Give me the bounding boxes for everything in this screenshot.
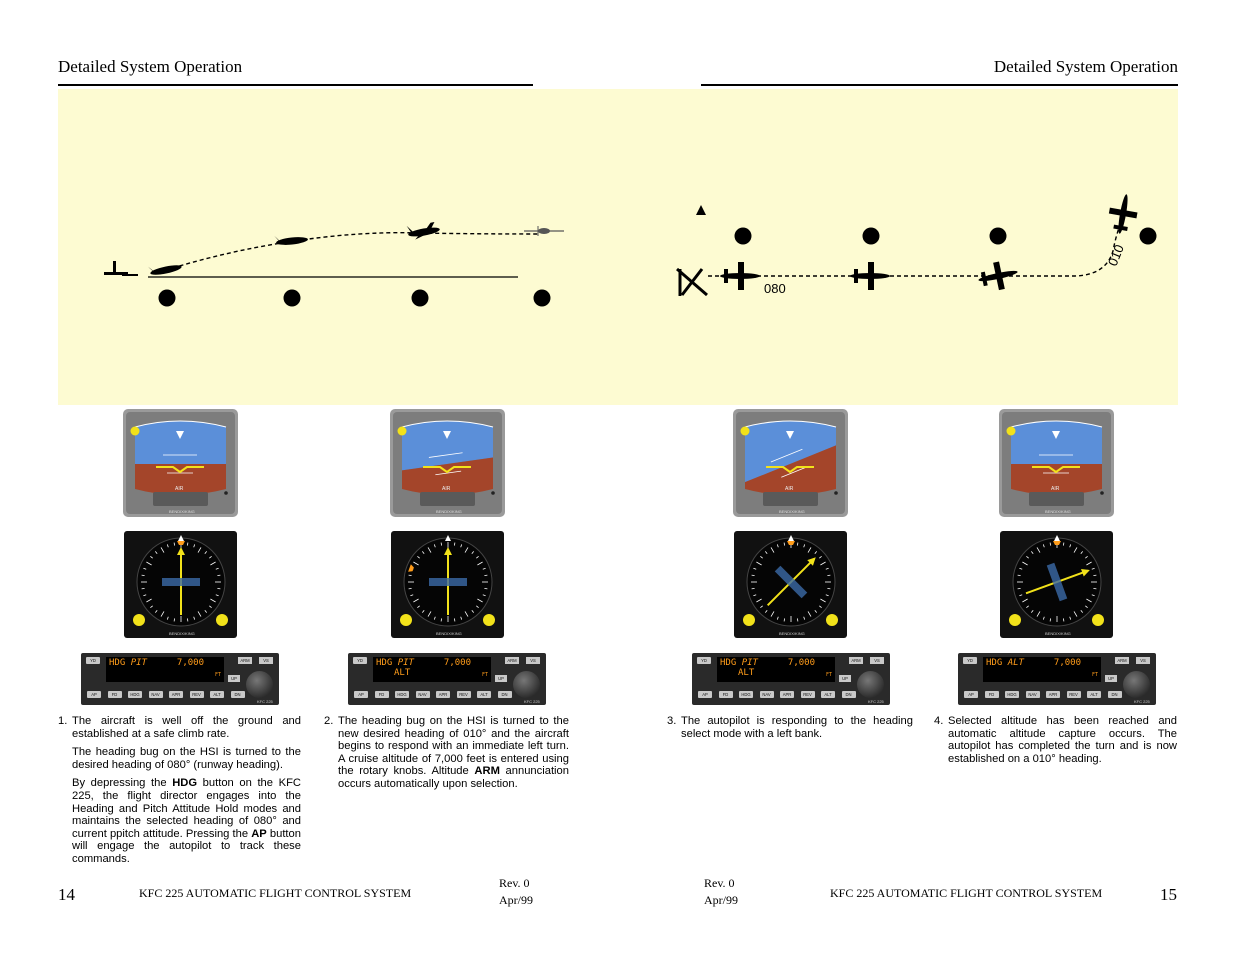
caption-2-para-1: The heading bug on the HSI is turned to the new desired heading of 010° and the aircraft begins to respond with an immediate left turn. A cruise altitude of 7,000 feet is entered using the rotary knobs. Altitude ARM annunciation occurs automatically upon selection. <box>338 715 569 790</box>
caption-1-para-2: The heading bug on the HSI is turned to the desired heading of 080° (runway heading). <box>72 746 301 771</box>
panel-model-label: KFC 225 <box>257 699 273 704</box>
rotary-knob[interactable] <box>857 671 884 698</box>
plane-top-3-icon <box>976 258 1021 294</box>
panel-button-nav[interactable]: NAV <box>416 691 430 698</box>
adi-label: AIR <box>785 486 794 492</box>
footer-title-right: KFC 225 AUTOMATIC FLIGHT CONTROL SYSTEM <box>830 886 1103 900</box>
attitude-indicator-1 <box>123 409 238 522</box>
hsi-brand: BENDIX/KING <box>1045 631 1071 636</box>
panel-button-fd[interactable]: FD <box>719 691 733 698</box>
rotary-knob[interactable] <box>1123 671 1150 698</box>
panel-button-alt[interactable]: ALT <box>1087 691 1101 698</box>
adi-brand: BENDIX/KING <box>1045 509 1071 514</box>
step-marker-2 <box>284 290 301 307</box>
panel-vs-button[interactable]: VS <box>1136 657 1150 664</box>
panel-button-apr[interactable]: APR <box>780 691 794 698</box>
caption-1-para-1: The aircraft is well off the ground and established at a safe climb rate. <box>72 715 301 740</box>
heading-end-label: 010 <box>1104 242 1127 269</box>
panel-button-apr[interactable]: APR <box>1046 691 1060 698</box>
panel-up-button[interactable]: UP <box>1105 675 1117 682</box>
panel-button-alt[interactable]: ALT <box>477 691 491 698</box>
panel-arm-button[interactable]: ARM <box>1115 657 1129 664</box>
panel-button-nav[interactable]: NAV <box>760 691 774 698</box>
caption-1 <box>58 715 301 872</box>
heading-start-label: 080 <box>764 281 786 296</box>
panel-button-rev[interactable]: REV <box>457 691 471 698</box>
caption-4-number: 4. <box>934 715 944 727</box>
attitude-indicator-3 <box>733 409 848 522</box>
attitude-indicator-4 <box>999 409 1114 522</box>
caption-1-para-3: By depressing the HDG button on the KFC 225, the flight director engages into the Heading and Pitch Attitude Hold modes and maintains the selected heading of 080° and current ppitch attitude. Pressing the AP button will engage the autopilot to track these commands. <box>72 777 301 865</box>
adi-label: AIR <box>1051 486 1060 492</box>
adi-brand: BENDIX/KING <box>169 509 195 514</box>
footer-rev-left: Rev. 0 <box>499 876 530 890</box>
rotary-knob[interactable] <box>513 671 540 698</box>
step-marker-r3 <box>990 228 1007 245</box>
panel-yd-button[interactable]: YD <box>963 657 977 664</box>
panel-button-hdg[interactable]: HDG <box>1005 691 1019 698</box>
kfc225-panel-4 <box>958 653 1156 705</box>
caption-3 <box>667 715 913 746</box>
hsi-3 <box>734 531 847 643</box>
panel-button-alt[interactable]: ALT <box>821 691 835 698</box>
panel-button-rev[interactable]: REV <box>190 691 204 698</box>
panel-button-dn[interactable]: DN <box>1108 691 1122 698</box>
adi-label: AIR <box>175 486 184 492</box>
panel-button-alt[interactable]: ALT <box>210 691 224 698</box>
plane-top-2-icon <box>850 262 890 290</box>
panel-yd-button[interactable]: YD <box>697 657 711 664</box>
panel-model-label: KFC 225 <box>868 699 884 704</box>
panel-up-button[interactable]: UP <box>228 675 240 682</box>
hsi-1 <box>124 531 237 643</box>
panel-yd-button[interactable]: YD <box>86 657 100 664</box>
aircraft-2-icon <box>274 232 308 246</box>
hsi-brand: BENDIX/KING <box>436 631 462 636</box>
panel-button-hdg[interactable]: HDG <box>739 691 753 698</box>
rotary-knob[interactable] <box>246 671 273 698</box>
panel-model-label: KFC 225 <box>1134 699 1150 704</box>
caption-1-number: 1. <box>58 715 68 727</box>
header-rule-right <box>701 84 1178 86</box>
step-marker-r2 <box>863 228 880 245</box>
panel-vs-button[interactable]: VS <box>259 657 273 664</box>
hsi-brand: BENDIX/KING <box>169 631 195 636</box>
panel-yd-button[interactable]: YD <box>353 657 367 664</box>
panel-button-apr[interactable]: APR <box>169 691 183 698</box>
panel-button-ap[interactable]: AP <box>698 691 712 698</box>
adi-brand: BENDIX/KING <box>779 509 805 514</box>
panel-display: HDG PIT 7,000 ALT FT <box>373 657 491 682</box>
panel-arm-button[interactable]: ARM <box>849 657 863 664</box>
panel-button-ap[interactable]: AP <box>964 691 978 698</box>
panel-button-dn[interactable]: DN <box>842 691 856 698</box>
panel-button-fd[interactable]: FD <box>985 691 999 698</box>
panel-button-apr[interactable]: APR <box>436 691 450 698</box>
panel-button-nav[interactable]: NAV <box>149 691 163 698</box>
step-marker-r4 <box>1140 228 1157 245</box>
panel-button-dn[interactable]: DN <box>498 691 512 698</box>
kfc225-panel-2 <box>348 653 546 705</box>
caption-4-para-1: Selected altitude has been reached and automatic altitude capture occurs. The autopilot has completed the turn and is now established on a 010° heading. <box>948 715 1177 765</box>
panel-button-fd[interactable]: FD <box>108 691 122 698</box>
step-marker-4 <box>534 290 551 307</box>
aircraft-3-icon <box>407 220 441 240</box>
footer-rev-right: Rev. 0 <box>704 876 735 890</box>
panel-display: HDG PIT 7,000 ALT FT <box>717 657 835 682</box>
panel-button-ap[interactable]: AP <box>354 691 368 698</box>
heading-diagram <box>660 89 1178 405</box>
hsi-2 <box>391 531 504 643</box>
north-arrow-icon <box>696 205 706 215</box>
climb-diagram <box>58 89 618 405</box>
adi-brand: BENDIX/KING <box>436 509 462 514</box>
panel-vs-button[interactable]: VS <box>526 657 540 664</box>
header-right-title: Detailed System Operation <box>993 57 1178 76</box>
panel-display: HDG ALT 7,000 FT <box>983 657 1101 682</box>
plane-top-4-icon <box>1106 192 1141 236</box>
caption-4 <box>934 715 1177 771</box>
plane-top-1-icon <box>720 262 760 290</box>
runway-light-icon <box>104 261 138 276</box>
panel-up-button[interactable]: UP <box>839 675 851 682</box>
footer-date-left: Apr/99 <box>499 893 533 907</box>
step-marker-r1 <box>735 228 752 245</box>
panel-button-hdg[interactable]: HDG <box>395 691 409 698</box>
panel-button-hdg[interactable]: HDG <box>128 691 142 698</box>
panel-button-nav[interactable]: NAV <box>1026 691 1040 698</box>
panel-arm-button[interactable]: ARM <box>238 657 252 664</box>
runway-cross-icon <box>677 269 707 296</box>
kfc225-panel-3 <box>692 653 890 705</box>
aircraft-1-icon <box>148 260 182 277</box>
step-marker-3 <box>412 290 429 307</box>
page-number-left: 14 <box>58 885 75 904</box>
climb-path <box>166 233 538 270</box>
panel-up-button[interactable]: UP <box>495 675 507 682</box>
footer-date-right: Apr/99 <box>704 893 738 907</box>
caption-3-para-1: The autopilot is responding to the heading select mode with a left bank. <box>681 715 913 740</box>
panel-button-rev[interactable]: REV <box>801 691 815 698</box>
footer-title-left: KFC 225 AUTOMATIC FLIGHT CONTROL SYSTEM <box>139 886 412 900</box>
header-rule-left <box>58 84 533 86</box>
caption-2 <box>324 715 569 797</box>
panel-arm-button[interactable]: ARM <box>505 657 519 664</box>
adi-label: AIR <box>442 486 451 492</box>
panel-display: HDG PIT 7,000 FT <box>106 657 224 682</box>
kfc225-panel-1 <box>81 653 279 705</box>
panel-button-dn[interactable]: DN <box>231 691 245 698</box>
hsi-4 <box>1000 531 1113 643</box>
panel-button-rev[interactable]: REV <box>1067 691 1081 698</box>
caption-2-number: 2. <box>324 715 334 727</box>
step-marker-1 <box>159 290 176 307</box>
turn-path <box>708 219 1122 276</box>
hsi-brand: BENDIX/KING <box>779 631 805 636</box>
header-left-title: Detailed System Operation <box>58 57 243 76</box>
panel-button-fd[interactable]: FD <box>375 691 389 698</box>
panel-vs-button[interactable]: VS <box>870 657 884 664</box>
caption-3-number: 3. <box>667 715 677 727</box>
panel-button-ap[interactable]: AP <box>87 691 101 698</box>
attitude-indicator-2 <box>390 409 505 522</box>
page-number-right: 15 <box>1160 885 1177 904</box>
panel-model-label: KFC 225 <box>524 699 540 704</box>
